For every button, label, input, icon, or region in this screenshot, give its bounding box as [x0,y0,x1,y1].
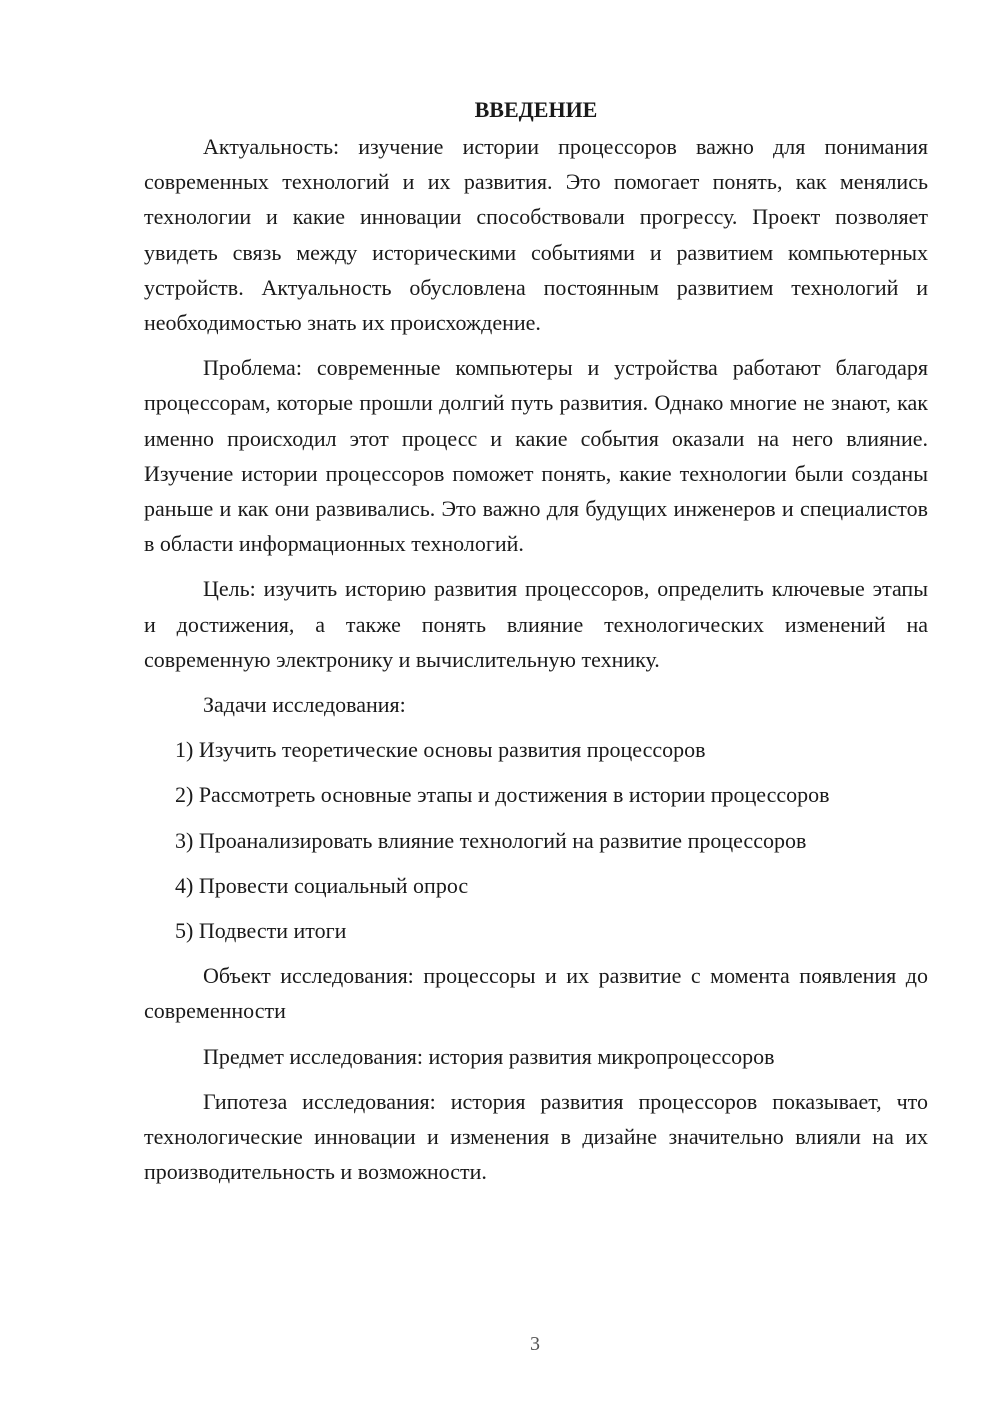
list-item: 1) Изучить теоретические основы развития процессоров [175,737,706,763]
page-title: ВВЕДЕНИЕ [474,97,598,122]
goal-paragraph: Цель: изучить историю развития процессоров, определить ключевые этапы и достижения, а также понять влияние технологических изменений на современную электронику и вычислительную технику. [144,576,928,672]
list-item: 4) Провести социальный опрос [175,872,469,898]
page-number: 3 [530,1333,540,1355]
tasks-list [144,732,928,948]
relevance-paragraph: Актуальность: изучение истории процессоров важно для понимания современных технологий и их развития. Это помогает понять, как менялись технологии и какие инновации способствовали прогрессу. Проект позволяет увидеть связь между историческими событиями и развитием компьютерных устройств. Актуальность обусловлена постоянным развитием технологий и необходимостью знать их происхождение. [144,134,928,336]
document-page [144,92,928,1199]
list-item: 2) Рассмотреть основные этапы и достижения в истории процессоров [175,782,830,808]
tasks-heading: Задачи исследования: [203,692,406,718]
subject-paragraph: Предмет исследования: история развития микропроцессоров [203,1043,775,1069]
hypothesis-paragraph: Гипотеза исследования: история развития процессоров показывает, что технологические инновации и изменения в дизайне значительно влияли на их производительность и возможности. [144,1088,928,1185]
list-item: 3) Проанализировать влияние технологий на развитие процессоров [175,827,807,853]
object-paragraph: Объект исследования: процессоры и их развитие с момента появления до современности [144,963,928,1024]
list-item: 5) Подвести итоги [175,918,347,944]
problem-paragraph: Проблема: современные компьютеры и устройства работают благодаря процессорам, которые прошли долгий путь развития. Однако многие не знают, как именно происходил этот процесс и какие события оказали на него влияние. Изучение истории процессоров поможет понять, какие технологии были созданы раньше и как они развивались. Это важно для будущих инженеров и специалистов в области информационных технологий. [144,355,928,557]
